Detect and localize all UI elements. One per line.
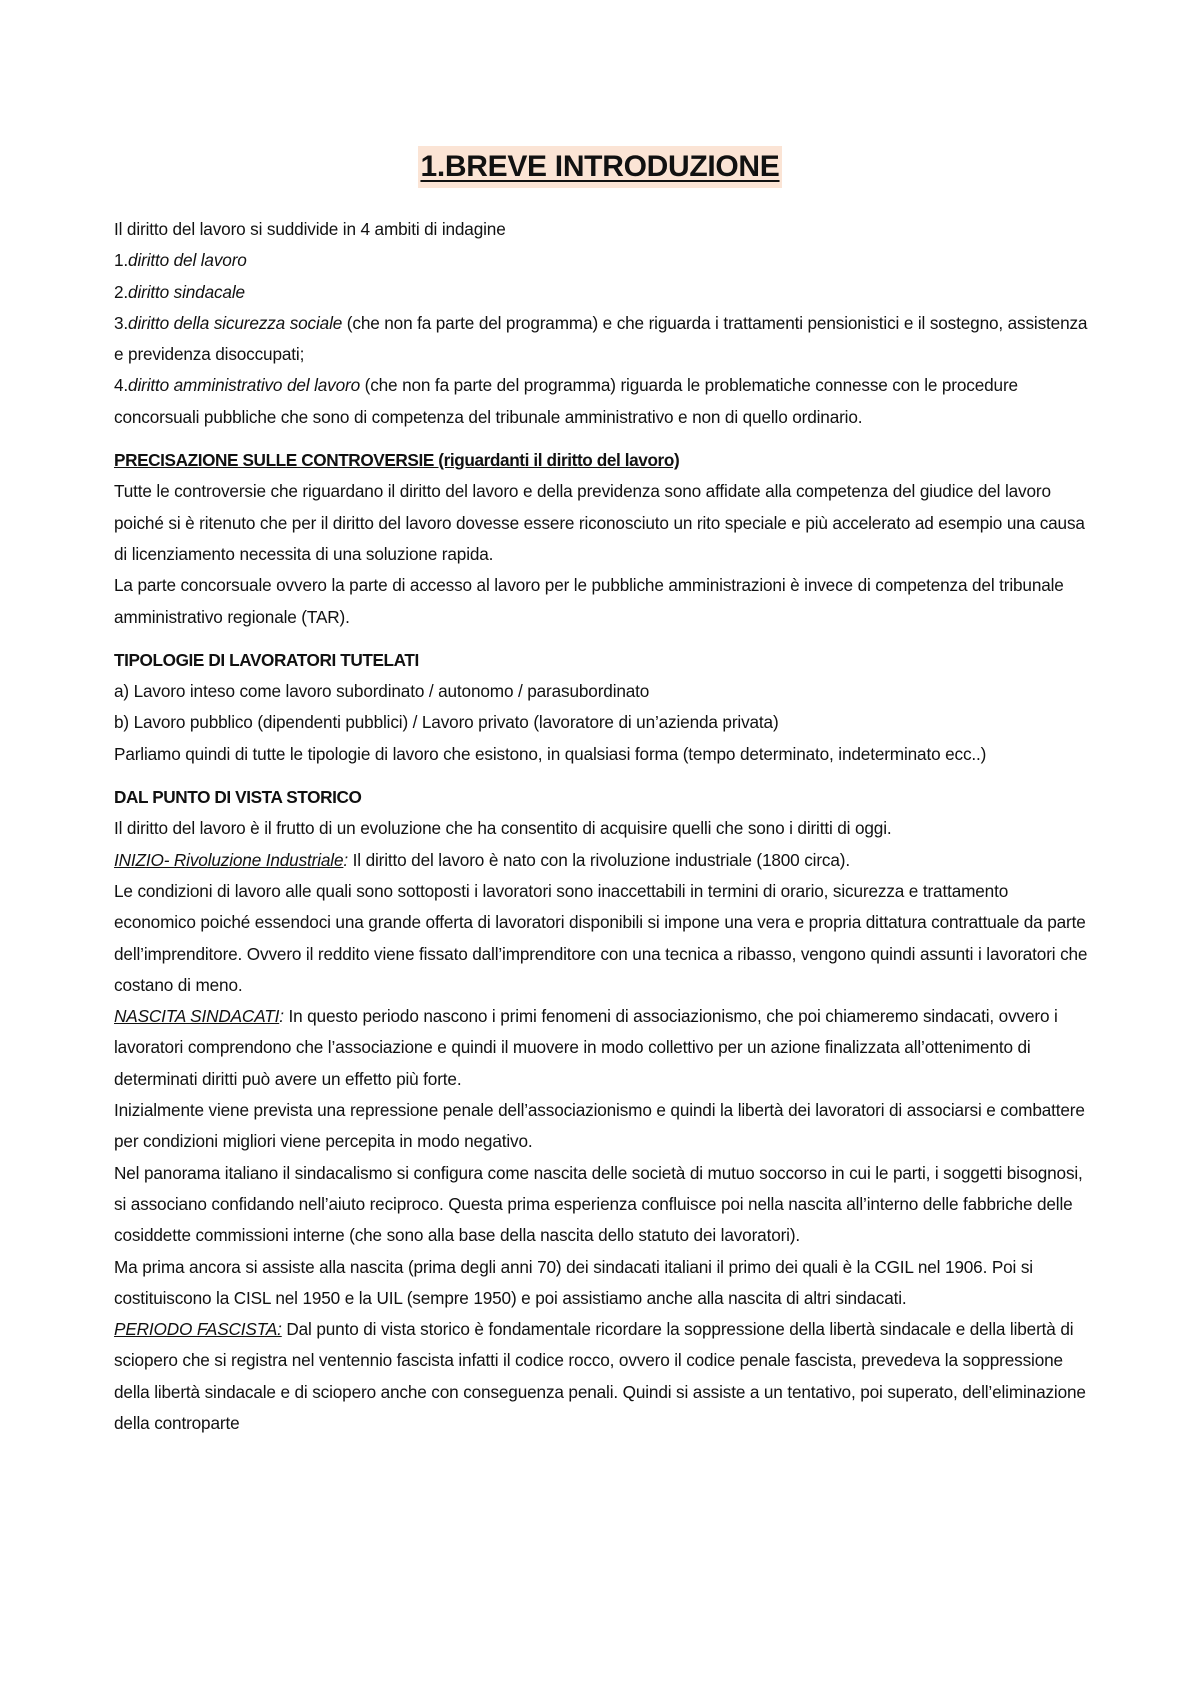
intro-line: Il diritto del lavoro si suddivide in 4 ambiti di indagine [114,219,506,239]
paragraph: Ma prima ancora si assiste alla nascita (prima degli anni 70) dei sindacati italiani il primo dei quali è la CGIL nel 1906. Poi si costituiscono la CISL nel 1950 e la UIL (sempre 1950) e poi assistiamo anche alla nascita di altri sindacati. [114,1256,1033,1308]
list-item-label: diritto della sicurezza sociale [128,312,343,333]
list-item-label: diritto amministrativo del lavoro [128,375,360,396]
subheading-nascita: NASCITA SINDACATI [114,1006,280,1027]
list-item: 1.diritto del lavoro [114,250,247,271]
list-item-label: diritto del lavoro [128,250,247,271]
section-gap [114,433,1094,445]
paragraph: Tutte le controversie che riguardano il diritto del lavoro e della previdenza sono affidate alla competenza del giudice del lavoro poiché si è ritenuto che per il diritto del lavoro dovesse essere riconosciuto un rito speciale e più accelerato ad esempio una causa di licenziamento necessita di una soluzione rapida. [114,481,1085,564]
subheading-fascista: PERIODO FASCISTA: [114,1319,282,1340]
paragraph: Inizialmente viene prevista una repressione penale dell’associazionismo e quindi la libertà dei lavoratori di associarsi e combattere per condizioni migliori viene percepita in modo negativo. [114,1100,1085,1152]
paragraph-nascita: NASCITA SINDACATI: In questo periodo nascono i primi fenomeni di associazionismo, che poi chiameremo sindacati, ovvero i lavoratori comprendono che l’associazione e quindi il muovere in modo collettivo per un azione finalizzata all’ottenimento di determinati diritti può avere un effetto più forte. [114,1006,1058,1089]
section-heading-tipologie: TIPOLOGIE DI LAVORATORI TUTELATI [114,649,419,670]
paragraph-inizio: INIZIO- Rivoluzione Industriale: Il diritto del lavoro è nato con la rivoluzione industriale (1800 circa). [114,849,850,870]
list-item: 4.diritto amministrativo del lavoro (che non fa parte del programma) riguarda le problematiche connesse con le procedure concorsuali pubbliche che sono di competenza del tribunale amministrativo e non di quello ordinario. [114,375,1018,427]
section-heading-controversie: PRECISAZIONE SULLE CONTROVERSIE (riguardanti il diritto del lavoro) [114,450,680,471]
paragraph: Il diritto del lavoro è il frutto di un evoluzione che ha consentito di acquisire quelli che sono i diritti di oggi. [114,818,892,839]
list-item-label: diritto sindacale [128,281,245,302]
page-title: 1.BREVE INTRODUZIONE [418,146,781,188]
paragraph: Le condizioni di lavoro alle quali sono sottoposti i lavoratori sono inaccettabili in termini di orario, sicurezza e trattamento economico poiché essendoci una grande offerta di lavoratori disponibili si impone una vera e propria dittatura contrattuale da parte dell’imprenditore. Ovvero il reddito viene fissato dall’imprenditore con una tecnica a ribasso, vengono quindi assunti i lavoratori che costano di meno. [114,880,1088,995]
section-gap [114,633,1094,645]
title-wrap [0,146,1200,188]
section-gap [114,770,1094,782]
list-item: 3.diritto della sicurezza sociale (che non fa parte del programma) e che riguarda i trattamenti pensionistici e il sostegno, assistenza e previdenza disoccupati; [114,312,1088,365]
list-item-b: b) Lavoro pubblico (dipendenti pubblici) / Lavoro privato (lavoratore di un’azienda privata) [114,712,779,733]
list-item: 2.diritto sindacale [114,281,245,302]
section-heading-storico: DAL PUNTO DI VISTA STORICO [114,787,362,808]
paragraph-fascista: PERIODO FASCISTA: Dal punto di vista storico è fondamentale ricordare la soppressione della libertà sindacale e della libertà di sciopero che si registra nel ventennio fascista infatti il codice rocco, ovvero il codice penale fascista, prevedeva la soppressione della libertà sindacale e di sciopero anche con conseguenza penali. Quindi si assiste a un tentativo, poi superato, dell’eliminazione della controparte [114,1319,1086,1433]
document-body [114,214,1094,1439]
subheading-inizio: INIZIO- Rivoluzione Industriale [114,849,344,870]
paragraph: Parliamo quindi di tutte le tipologie di lavoro che esistono, in qualsiasi forma (tempo determinato, indeterminato ecc..) [114,743,987,764]
list-item-a: a) Lavoro inteso come lavoro subordinato / autonomo / parasubordinato [114,681,650,702]
paragraph: La parte concorsuale ovvero la parte di accesso al lavoro per le pubbliche amministrazioni è invece di competenza del tribunale amministrativo regionale (TAR). [114,575,1064,627]
paragraph: Nel panorama italiano il sindacalismo si configura come nascita delle società di mutuo soccorso in cui le parti, i soggetti bisognosi, si associano confidando nell’aiuto reciproco. Questa prima esperienza confluisce poi nella nascita all’interno delle fabbriche delle cosiddette commissioni interne (che sono alla base della nascita dello statuto dei lavoratori). [114,1162,1083,1246]
